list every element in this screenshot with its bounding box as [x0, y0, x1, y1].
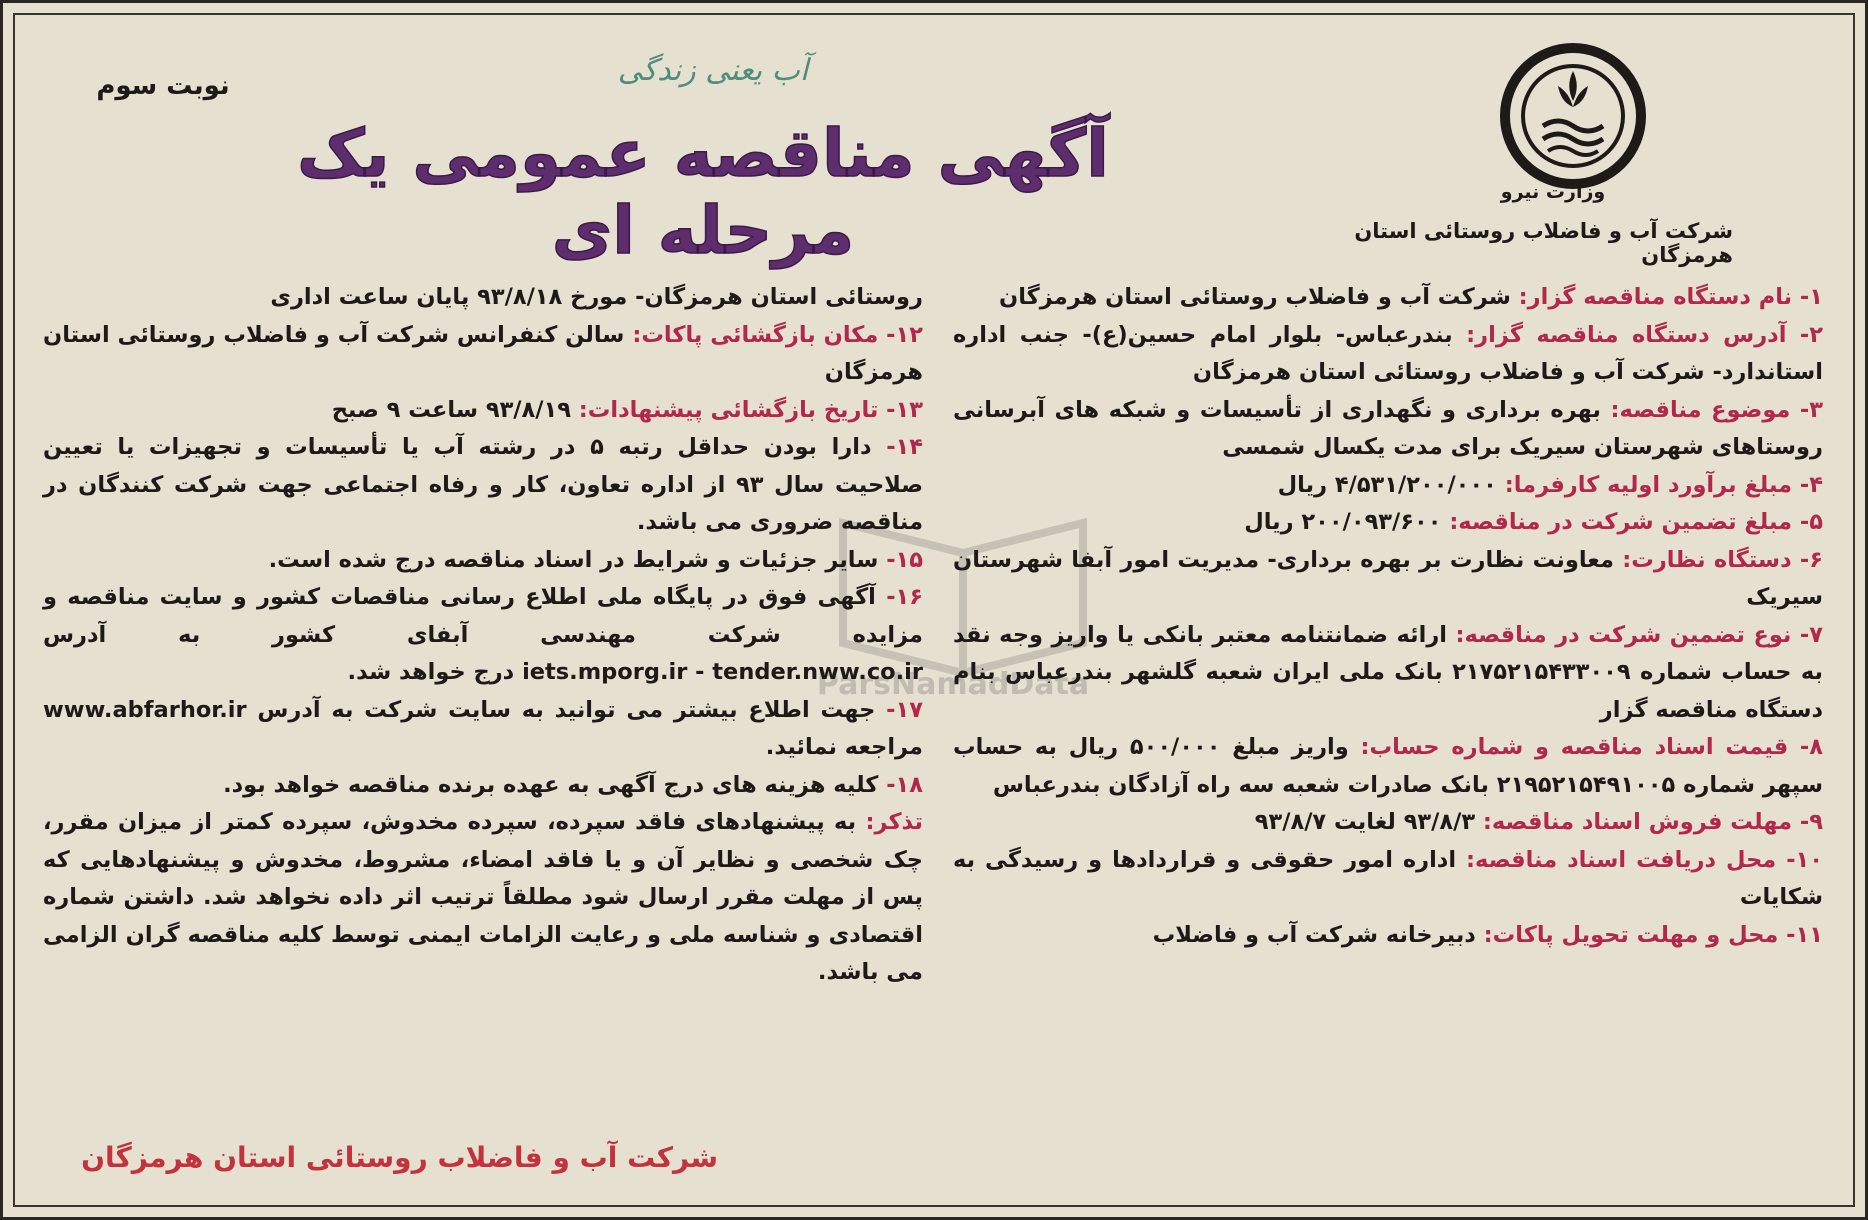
- item-tail: مراجعه نمائید.: [765, 734, 923, 760]
- item-label: ۱۸-: [886, 771, 923, 798]
- list-item: [953, 842, 1823, 917]
- item-text: ارائه ضمانتنامه معتبر بانکی یا واریز وجه نقد به حساب شماره ۲۱۷۵۲۱۵۴۳۳۰۰۹ بانک ملی ایران شعبه گلشهر بندرعباس بنام دستگاه مناقصه گزار: [953, 621, 1823, 723]
- watermark-text: ParsNamadData: [816, 667, 1090, 702]
- list-item: [953, 917, 1823, 955]
- item-label: ۱۵-: [886, 546, 923, 573]
- item-text: واریز مبلغ ۵۰۰/۰۰۰ ریال به حساب سپهر شماره ۲۱۹۵۲۱۵۴۹۱۰۰۵ بانک صادرات شعبه سه راه آزادگان بندرعباس: [953, 734, 1823, 798]
- item-label: ۱۴-: [886, 434, 923, 460]
- page-title: آگهی مناقصه عمومی یک مرحله ای: [297, 115, 1109, 269]
- list-item: [43, 392, 923, 430]
- item-label: ۶- دستگاه نظارت:: [1622, 546, 1823, 573]
- item-text: معاونت نظارت بر بهره برداری- مدیریت امور آبفا شهرستان سیریک: [953, 546, 1823, 610]
- list-item: [43, 767, 923, 805]
- item-text: اداره امور حقوقی و قراردادها و رسیدگی به شکایات: [953, 846, 1823, 910]
- list-item: [43, 579, 923, 692]
- item-text: دبیرخانه شرکت آب و فاضلاب: [1152, 921, 1484, 948]
- item-text: جهت اطلاع بیشتر می توانید به سایت شرکت به آدرس: [257, 696, 887, 723]
- item-label: ۱۱- محل و مهلت تحویل پاکات:: [1483, 921, 1823, 948]
- item-label: ۱۲- مکان بازگشائی پاکات:: [632, 321, 923, 348]
- item-label: ۴- مبلغ برآورد اولیه کارفرما:: [1504, 471, 1823, 498]
- item-text: آگهی فوق در پایگاه ملی اطلاع رسانی مناقصات کشور و سایت مناقصه و مزایده شرکت مهندسی آبفای کشور به آدرس: [43, 584, 923, 648]
- item-text: ۲۰۰/۰۹۳/۶۰۰ ریال: [1244, 509, 1450, 535]
- item-label: ۵- مبلغ تضمین شرکت در مناقصه:: [1449, 509, 1823, 535]
- item-text: ۹۳/۸/۳ لغایت ۹۳/۸/۷: [1254, 809, 1483, 835]
- list-item: [953, 542, 1823, 617]
- item-text: ۹۳/۸/۱۹ ساعت ۹ صبح: [331, 396, 579, 423]
- item-text: دارا بودن حداقل رتبه ۵ در رشته آب یا تأسیسات و تجهیزات یا تعیین صلاحیت سال ۹۳ از اداره تعاون، کار و رفاه اجتماعی جهت شرکت کنندگان در مناقصه ضروری می باشد.: [43, 434, 923, 535]
- item-label: ۱۳- تاریخ بازگشائی پیشنهادات:: [578, 396, 923, 423]
- item-tail: درج خواهد شد.: [347, 659, 523, 685]
- left-column: [43, 279, 923, 992]
- item-label: ۱۷-: [886, 696, 923, 723]
- item-label: ۷- نوع تضمین شرکت در مناقصه:: [1455, 621, 1823, 648]
- list-item: [953, 392, 1823, 467]
- slogan: آب یعنی زندگی: [617, 53, 809, 88]
- list-item: [953, 804, 1823, 842]
- item-text: بهره برداری و نگهداری از تأسیسات و شبکه های آبرسانی روستاهای شهرستان سیریک برای مدت یکسال شمسی: [953, 396, 1823, 460]
- company-name-header: شرکت آب و فاضلاب روستائی استان هرمزگان: [1354, 219, 1733, 267]
- publication-round: نوبت سوم: [96, 71, 230, 101]
- ministry-name: وزارت نیرو: [1500, 181, 1606, 203]
- item-text: کلیه هزینه های درج آگهی به عهده برنده مناقصه خواهد بود.: [223, 771, 887, 798]
- list-item: [953, 279, 1823, 317]
- item-label: ۱۶-: [886, 584, 923, 610]
- item-label: ۱۰- محل دریافت اسناد مناقصه:: [1466, 846, 1824, 873]
- note-label: تذکر:: [865, 809, 923, 835]
- list-item: [953, 467, 1823, 505]
- company-signature: شرکت آب و فاضلاب روستائی استان هرمزگان: [81, 1141, 718, 1174]
- list-item: [953, 504, 1823, 542]
- list-item: [953, 317, 1823, 392]
- ministry-logo-icon: [1498, 41, 1648, 191]
- note-item: [43, 804, 923, 992]
- list-item: [43, 542, 923, 580]
- list-item: [43, 429, 923, 542]
- item-label: ۲- آدرس دستگاه مناقصه گزار:: [1466, 321, 1824, 348]
- company-website-link[interactable]: www.abfarhor.ir: [43, 696, 247, 723]
- list-item: [43, 317, 923, 392]
- continuation-text: روستائی استان هرمزگان- مورخ ۹۳/۸/۱۸ پایان ساعت اداری: [270, 284, 923, 310]
- item-text: ۴/۵۳۱/۲۰۰/۰۰۰ ریال: [1277, 471, 1505, 498]
- right-column: [953, 279, 1823, 954]
- item-label: ۸- قیمت اسناد مناقصه و شماره حساب:: [1360, 734, 1823, 760]
- item-text: شرکت آب و فاضلاب روستائی استان هرمزگان: [999, 284, 1519, 310]
- note-text: به پیشنهادهای فاقد سپرده، سپرده مخدوش، سپرده کمتر از میزان مقرر، چک شخصی و نظایر آن و یا فاقد امضاء، مشروط، مخدوش و پیشنهادهایی که پس از مهلت مقرر ارسال شود مطلقاً ترتیب اثر داده نخواهد شد. داشتن شماره اقتصادی و شناسه ملی و رعایت الزامات ایمنی توسط کلیه مناقصه گران الزامی می باشد.: [43, 809, 923, 985]
- item-label: ۳- موضوع مناقصه:: [1610, 396, 1823, 423]
- list-item: [953, 617, 1823, 730]
- item-text: سایر جزئیات و شرایط در اسناد مناقصه درج شده است.: [268, 546, 887, 573]
- item-label: ۹- مهلت فروش اسناد مناقصه:: [1482, 809, 1823, 835]
- list-item: [43, 692, 923, 767]
- item-text: سالن کنفرانس شرکت آب و فاضلاب روستائی استان هرمزگان: [43, 321, 923, 385]
- item-label: ۱- نام دستگاه مناقصه گزار:: [1518, 284, 1823, 310]
- item-text: بندرعباس- بلوار امام حسین(ع)- جنب اداره استاندارد- شرکت آب و فاضلاب روستائی استان هرمزگان: [953, 321, 1823, 385]
- tender-website-links[interactable]: iets.mporg.ir - tender.nww.co.ir: [522, 659, 923, 685]
- list-item: [953, 729, 1823, 804]
